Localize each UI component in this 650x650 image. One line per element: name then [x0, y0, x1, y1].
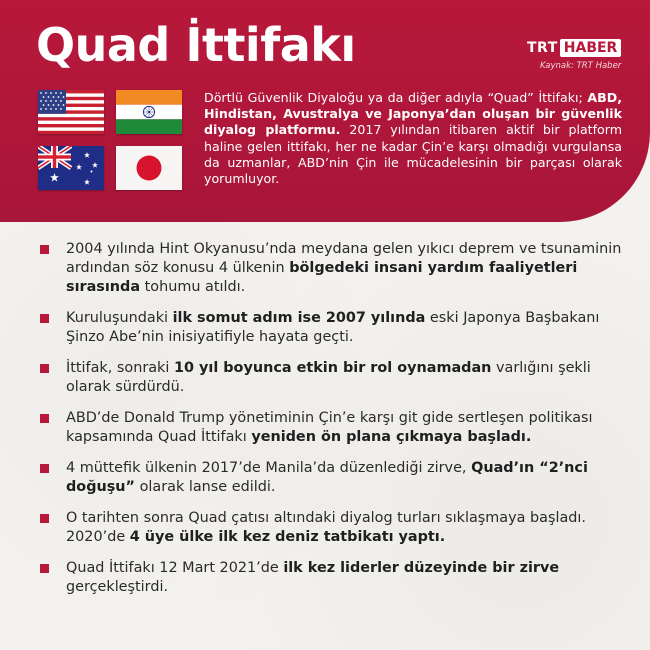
page-title: Quad İttifakı	[36, 18, 356, 72]
bullet-bold-text: Quad’ın “2’nci doğuşu”	[66, 460, 588, 495]
bullet-bold-text: yeniden ön plana çıkmaya başladı.	[251, 429, 532, 445]
australia-flag-icon	[38, 146, 104, 190]
list-item	[40, 459, 630, 497]
bullet-bold-text: bölgedeki insani yardım faaliyetleri sırasında	[66, 260, 578, 295]
bullet-text: 4 müttefik ülkenin 2017’de Manila’da düzenlediği zirve,	[66, 460, 472, 476]
bullet-square-icon	[40, 314, 49, 323]
bullet-text: ABD’de Donald Trump yönetiminin Çin’e karşı git gide sertleşen politikası kapsamında Quad İttifakı	[66, 410, 593, 445]
bullet-square-icon	[40, 245, 49, 254]
japan-flag-icon	[116, 146, 182, 190]
bullet-text: İttifak, sonraki	[66, 360, 174, 376]
bullet-text: Quad İttifakı 12 Mart 2021’de	[66, 560, 284, 576]
bullet-text: gerçekleştirdi.	[66, 579, 169, 595]
list-item	[40, 309, 630, 347]
india-flag-icon	[116, 90, 182, 134]
logo-haber-text: HABER	[560, 39, 622, 57]
intro-text-2: 2017 yılından itibaren aktif bir platform haline gelen ittifakı, her ne kadar Çin’e karşı olmadığı vurgulansa da uzmanlar, ABD’nin Çin ile mücadelesinin bir parçası olarak yorumluyor.	[204, 122, 622, 187]
list-item	[40, 559, 630, 597]
usa-flag-icon	[38, 90, 104, 134]
intro-bold-text: ABD, Hindistan, Avustralya ve Japonya’dan oluşan bir güvenlik diyalog platformu.	[204, 90, 622, 138]
bullet-bold-text: ilk somut adım ise 2007 yılında	[172, 310, 426, 326]
bullet-bold-text: ilk kez liderler düzeyinde bir zirve	[283, 560, 560, 576]
bullet-text: eski Japonya Başbakanı Şinzo Abe’nin inisiyatifiyle hayata geçti.	[66, 310, 600, 345]
list-item	[40, 409, 630, 447]
bullet-square-icon	[40, 564, 49, 573]
bullet-bold-text: 10 yıl boyunca etkin bir rol oynamadan	[173, 360, 492, 376]
bullet-square-icon	[40, 364, 49, 373]
bullet-bold-text: 4 üye ülke ilk kez deniz tatbikatı yaptı.	[129, 529, 446, 545]
intro-paragraph	[204, 90, 622, 187]
bullet-square-icon	[40, 414, 49, 423]
bullet-text: O tarihten sonra Quad çatısı altındaki diyalog turları sıklaşmaya başladı. 2020’de	[66, 510, 587, 545]
bullet-square-icon	[40, 514, 49, 523]
list-item	[40, 240, 630, 297]
bullet-text: tohumu atıldı.	[140, 279, 246, 295]
bullet-square-icon	[40, 464, 49, 473]
bullet-text: olarak lanse edildi.	[135, 479, 276, 495]
list-item	[40, 509, 630, 547]
intro-text-1: Dörtlü Güvenlik Diyaloğu ya da diğer adıyla “Quad” İttifakı;	[204, 90, 588, 105]
bullet-text: Kuruluşundaki	[66, 310, 173, 326]
bullet-text: 2004 yılında Hint Okyanusu’nda meydana gelen yıkıcı deprem ve tsunaminin ardından söz konusu 4 ülkenin	[66, 241, 622, 276]
fact-list	[40, 240, 630, 609]
source-caption: Kaynak: TRT Haber	[540, 61, 622, 71]
trt-haber-logo	[527, 38, 621, 58]
list-item	[40, 359, 630, 397]
bullet-text: varlığını şekli olarak sürdürdü.	[66, 360, 591, 395]
logo-trt-text: TRT	[527, 40, 558, 56]
